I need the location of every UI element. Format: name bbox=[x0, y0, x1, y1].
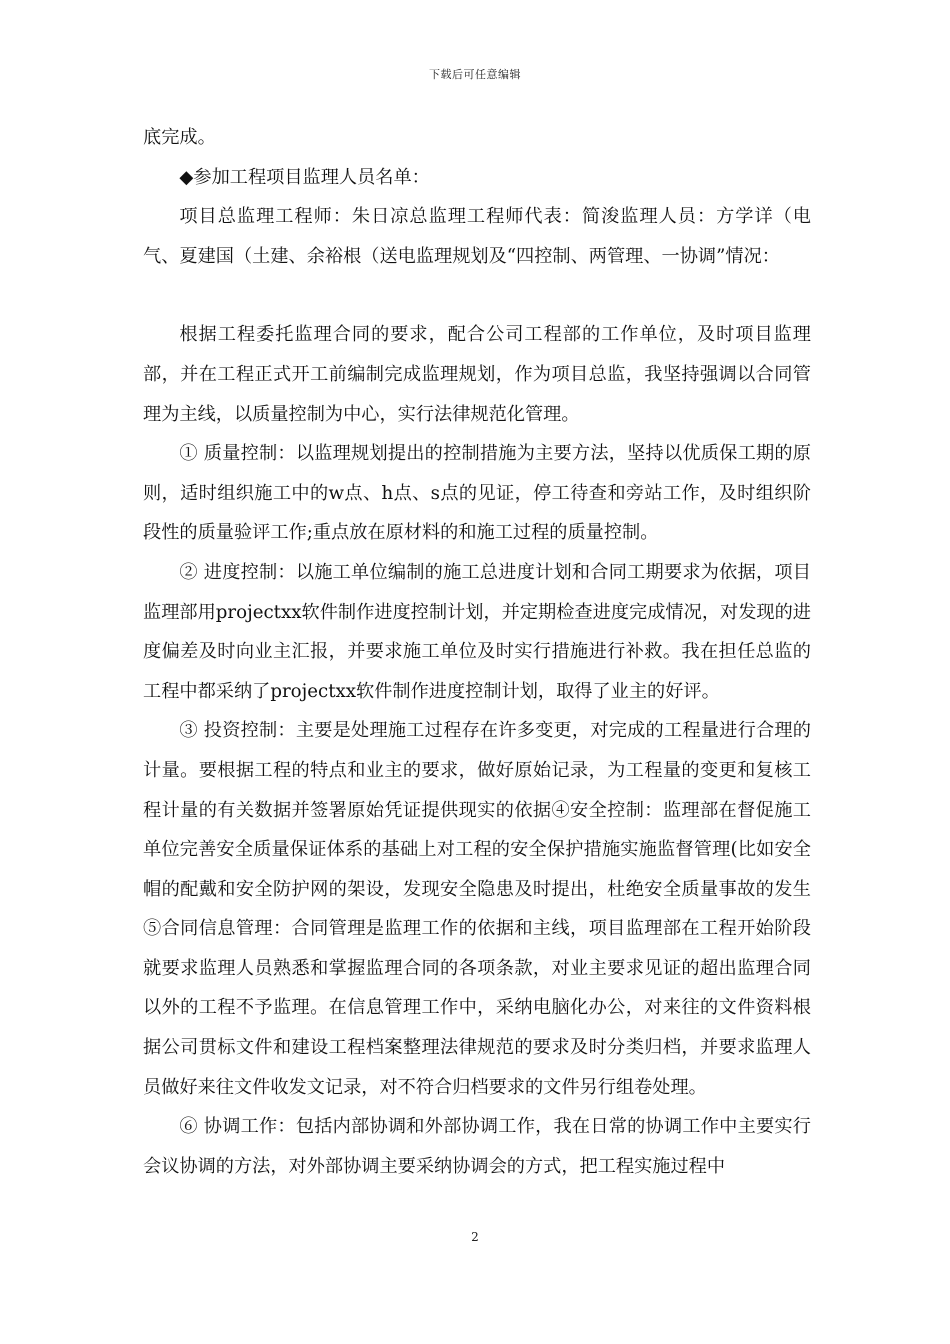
page-header: 下载后可任意编辑 bbox=[429, 68, 521, 81]
paragraph-coordination: ⑥ 协调工作：包括内部协调和外部协调工作，我在日常的协调工作中主要实行会议协调的方法，对外部协调主要采纳协调会的方式，把工程实施过程中 bbox=[143, 1116, 811, 1177]
paragraph-staff-list-heading: ◆参加工程项目监理人员名单： bbox=[179, 166, 430, 188]
paragraph-spacer bbox=[143, 276, 811, 315]
page-number: 2 bbox=[471, 1230, 479, 1244]
paragraph-progress-control: ② 进度控制：以施工单位编制的施工总进度计划和合同工期要求为依据，项目监理部用projectxx软件制作进度控制计划，并定期检查进度完成情况，对发现的进度偏差及时向业主汇报，并要求施工单位及时实行措施进行补救。我在担任总监的工程中都采纳了projectxx软件制作进度控制计划，取得了业主的好评。 bbox=[143, 561, 811, 702]
paragraph-staff-list: 项目总监理工程师：朱日凉总监理工程师代表：简浚监理人员：方学详（电气、夏建国（土建、余裕根（送电监理规划及“四控制、两管理、一协调”情况： bbox=[143, 206, 811, 267]
document-body bbox=[143, 118, 811, 1186]
paragraph-quality-control: ① 质量控制：以监理规划提出的控制措施为主要方法，坚持以优质保工期的原则，适时组织施工中的w点、h点、s点的见证，停工待查和旁站工作，及时组织阶段性的质量验评工作;重点放在原材料的和施工过程的质量控制。 bbox=[143, 443, 811, 544]
paragraph-continuation: 底完成。 bbox=[143, 127, 216, 148]
paragraph-supervision-plan: 根据工程委托监理合同的要求，配合公司工程部的工作单位，及时项目监理部，并在工程正式开工前编制完成监理规划，作为项目总监，我坚持强调以合同管理为主线，以质量控制为中心，实行法律规范化管理。 bbox=[143, 324, 811, 425]
paragraph-investment-control: ③ 投资控制：主要是处理施工过程存在许多变更，对完成的工程量进行合理的计量。要根据工程的特点和业主的要求，做好原始记录，为工程量的变更和复核工程计量的有关数据并签署原始凭证提供现实的依据④安全控制：监理部在督促施工单位完善安全质量保证体系的基础上对工程的安全保护措施实施监督管理(比如安全帽的配戴和安全防护网的架设，发现安全隐患及时提出，杜绝安全质量事故的发生⑤合同信息管理：合同管理是监理工作的依据和主线，项目监理部在工程开始阶段就要求监理人员熟悉和掌握监理合同的各项条款，对业主要求见证的超出监理合同以外的工程不予监理。在信息管理工作中，采纳电脑化办公，对来往的文件资料根据公司贯标文件和建设工程档案整理法律规范的要求及时分类归档，并要求监理人员做好来往文件收发文记录，对不符合归档要求的文件另行组卷处理。 bbox=[143, 720, 811, 1098]
